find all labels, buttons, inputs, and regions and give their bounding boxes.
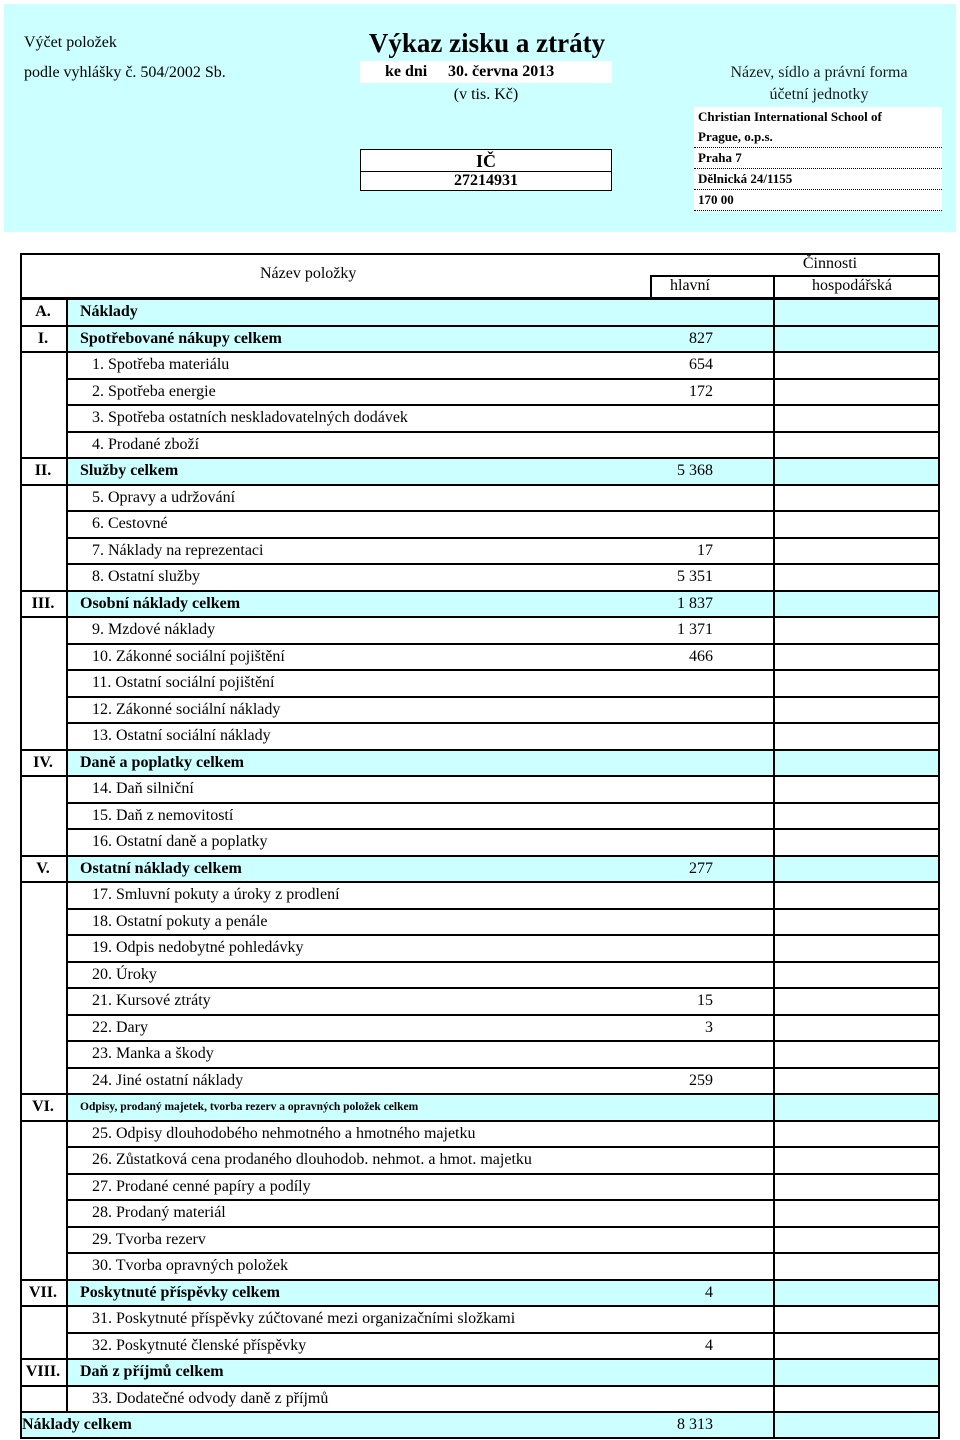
main-activity-header: hlavní <box>670 277 710 294</box>
row-economic-value <box>775 1253 935 1280</box>
org-name-line1: Christian International School of <box>698 109 882 124</box>
row-economic-value <box>775 909 935 936</box>
row-economic-value <box>775 670 935 697</box>
row-main-value: 4 <box>705 1283 713 1301</box>
border-line <box>66 802 940 804</box>
report-title: Výkaz zisku a ztráty <box>368 28 606 58</box>
border-line <box>66 696 940 698</box>
row-section-label <box>20 1200 66 1227</box>
border-line <box>66 961 940 963</box>
row-main-value <box>640 1359 713 1386</box>
row-section-label <box>20 670 66 697</box>
row-economic-value <box>775 1147 935 1174</box>
row-section-label <box>20 1041 66 1068</box>
row-economic-value <box>775 962 935 989</box>
row-section-label: I. <box>37 329 49 347</box>
report-header <box>4 4 956 232</box>
table-row <box>20 1253 940 1280</box>
total-label: Náklady celkem <box>22 1416 132 1434</box>
row-main-value <box>640 485 713 512</box>
row-item-name: 28. Prodaný materiál <box>92 1204 226 1222</box>
row-main-value: 5 351 <box>677 568 713 586</box>
report-date-box <box>360 61 612 83</box>
row-section-label <box>20 511 66 538</box>
table-row <box>20 1015 940 1042</box>
row-item-name: 5. Opravy a udržování <box>92 488 236 506</box>
border-line <box>20 1411 940 1413</box>
table-row <box>20 432 940 459</box>
row-item-name: 31. Poskytnuté příspěvky zúčtované mezi organizačními složkami <box>92 1310 516 1328</box>
row-section-label: III. <box>31 594 55 612</box>
table-row <box>20 299 940 326</box>
row-item-name: 10. Zákonné sociální pojištění <box>92 647 285 665</box>
row-main-value <box>640 909 713 936</box>
row-item-name: Daň z příjmů celkem <box>80 1363 224 1381</box>
row-economic-value <box>775 1121 935 1148</box>
row-section-label <box>20 1068 66 1095</box>
row-item-name: 6. Cestovné <box>92 515 168 533</box>
row-section-label: VI. <box>32 1098 54 1116</box>
table-row <box>20 988 940 1015</box>
table-row <box>20 723 940 750</box>
total-economic-value <box>775 1412 935 1439</box>
table-row <box>20 617 940 644</box>
org-postcode: 170 00 <box>694 190 942 211</box>
border-line <box>20 253 940 255</box>
row-item-name: 2. Spotřeba energie <box>92 382 216 400</box>
row-section-label <box>20 352 66 379</box>
date-label: ke dni <box>385 63 428 80</box>
row-item-name: 23. Manka a škody <box>92 1045 214 1063</box>
row-main-value <box>640 1147 713 1174</box>
table-row <box>20 1386 940 1413</box>
row-economic-value <box>775 1227 935 1254</box>
row-main-value <box>640 511 713 538</box>
row-economic-value <box>775 1041 935 1068</box>
row-item-name: 25. Odpisy dlouhodobého nehmotného a hmotného majetku <box>92 1124 476 1142</box>
table-row <box>20 1147 940 1174</box>
row-section-label <box>20 1386 66 1413</box>
row-section-label <box>20 829 66 856</box>
row-main-value <box>640 432 713 459</box>
row-main-value <box>640 1174 713 1201</box>
border-line <box>66 510 940 512</box>
border-line <box>20 351 940 353</box>
border-line <box>20 1093 940 1095</box>
row-item-name: 12. Zákonné sociální náklady <box>92 700 281 718</box>
row-item-name: 18. Ostatní pokuty a penále <box>92 912 268 930</box>
border-line <box>66 1199 940 1201</box>
row-section-label <box>20 1147 66 1174</box>
row-main-value: 1 371 <box>677 621 713 639</box>
table-row <box>20 1306 940 1333</box>
row-item-name: 21. Kursové ztráty <box>92 992 211 1010</box>
row-section-label <box>20 935 66 962</box>
border-line <box>66 722 940 724</box>
row-main-value <box>640 1094 713 1121</box>
table-row <box>20 803 940 830</box>
border-line <box>20 1437 940 1439</box>
row-section-label <box>20 988 66 1015</box>
row-main-value <box>640 723 713 750</box>
row-economic-value <box>775 1015 935 1042</box>
economic-activity-header: hospodářská <box>812 277 892 294</box>
org-city: Praha 7 <box>694 148 942 169</box>
row-section-label <box>20 538 66 565</box>
border-line <box>66 378 940 380</box>
border-line <box>20 253 22 1439</box>
row-economic-value <box>775 750 935 777</box>
table-row <box>20 962 940 989</box>
row-economic-value <box>775 432 935 459</box>
table-row <box>20 591 940 618</box>
row-economic-value <box>775 829 935 856</box>
row-item-name: 3. Spotřeba ostatních neskladovatelných dodávek <box>92 409 408 427</box>
table-row <box>20 1121 940 1148</box>
row-section-label: VII. <box>28 1283 57 1301</box>
row-economic-value <box>775 697 935 724</box>
row-main-value: 654 <box>689 356 713 374</box>
row-main-value <box>640 1200 713 1227</box>
row-economic-value <box>775 882 935 909</box>
row-economic-value <box>775 538 935 565</box>
border-line <box>20 590 940 592</box>
entity-label-line1: Název, sídlo a právní forma <box>730 64 908 81</box>
row-economic-value <box>775 1359 935 1386</box>
row-item-name: 13. Ostatní sociální náklady <box>92 727 271 745</box>
row-section-label <box>20 1015 66 1042</box>
row-section-label: V. <box>36 859 50 877</box>
border-line <box>66 404 940 406</box>
item-name-header: Název položky <box>260 265 357 282</box>
row-economic-value <box>775 379 935 406</box>
row-item-name: 32. Poskytnuté členské příspěvky <box>92 1336 307 1354</box>
ic-value: 27214931 <box>454 172 518 189</box>
table-row <box>20 485 940 512</box>
row-main-value: 466 <box>689 647 713 665</box>
row-item-name: Ostatní náklady celkem <box>80 859 242 877</box>
table-row <box>20 458 940 485</box>
table-row <box>20 829 940 856</box>
border-line <box>20 1120 940 1122</box>
border-line <box>20 1305 940 1307</box>
row-section-label: II. <box>34 462 52 480</box>
row-main-value <box>640 405 713 432</box>
border-line <box>66 1146 940 1148</box>
row-economic-value <box>775 644 935 671</box>
row-main-value: 4 <box>705 1336 713 1354</box>
row-economic-value <box>775 299 935 326</box>
table-row <box>20 1227 940 1254</box>
row-section-label <box>20 909 66 936</box>
table-row <box>20 644 940 671</box>
border-line <box>66 1332 940 1334</box>
table-row <box>20 909 940 936</box>
row-section-label <box>20 882 66 909</box>
table-row <box>20 697 940 724</box>
table-row <box>20 511 940 538</box>
border-line <box>20 1279 940 1281</box>
row-item-name: 16. Ostatní daně a poplatky <box>92 833 268 851</box>
border-line <box>20 298 940 300</box>
row-economic-value <box>775 511 935 538</box>
row-item-name: 15. Daň z nemovitostí <box>92 806 234 824</box>
row-main-value <box>640 697 713 724</box>
entity-label-line2: účetní jednotky <box>769 86 869 103</box>
row-main-value: 277 <box>689 859 713 877</box>
row-economic-value <box>775 1306 935 1333</box>
row-item-name: Poskytnuté příspěvky celkem <box>80 1283 280 1301</box>
row-section-label <box>20 644 66 671</box>
row-economic-value <box>775 1068 935 1095</box>
row-item-name: 8. Ostatní služby <box>92 568 200 586</box>
table-row <box>20 1094 940 1121</box>
border-line <box>66 563 940 565</box>
row-main-value <box>640 1253 713 1280</box>
row-item-name: 24. Jiné ostatní náklady <box>92 1071 244 1089</box>
row-economic-value <box>775 1386 935 1413</box>
row-section-label <box>20 723 66 750</box>
row-economic-value <box>775 458 935 485</box>
border-line <box>20 1385 940 1387</box>
row-main-value: 827 <box>689 329 713 347</box>
table-row <box>20 564 940 591</box>
border-line <box>66 431 940 433</box>
row-item-name: 33. Dodatečné odvody daně z příjmů <box>92 1389 329 1407</box>
row-main-value <box>640 935 713 962</box>
table-row <box>20 670 940 697</box>
border-line <box>650 275 652 299</box>
border-line <box>66 643 940 645</box>
row-main-value <box>640 750 713 777</box>
row-section-label <box>20 432 66 459</box>
border-line <box>66 828 940 830</box>
border-line <box>650 275 940 277</box>
row-item-name: Odpisy, prodaný majetek, tvorba rezerv a opravných položek celkem <box>80 1101 419 1114</box>
table-row <box>20 1068 940 1095</box>
row-item-name: 4. Prodané zboží <box>92 435 200 453</box>
row-item-name: Daně a poplatky celkem <box>80 753 244 771</box>
row-item-name: 9. Mzdové náklady <box>92 621 216 639</box>
border-line <box>66 669 940 671</box>
row-main-value <box>640 1227 713 1254</box>
table-row <box>20 1280 940 1307</box>
border-line <box>66 934 940 936</box>
regulation-reference: podle vyhlášky č. 504/2002 Sb. <box>24 64 226 81</box>
row-section-label <box>20 564 66 591</box>
row-economic-value <box>775 1200 935 1227</box>
row-section-label <box>20 803 66 830</box>
row-economic-value <box>775 935 935 962</box>
row-item-name: 20. Úroky <box>92 965 157 983</box>
table-row <box>20 1333 940 1360</box>
row-main-value <box>640 1041 713 1068</box>
row-economic-value <box>775 1280 935 1307</box>
row-section-label <box>20 405 66 432</box>
table-row <box>20 326 940 353</box>
row-main-value <box>640 1386 713 1413</box>
row-item-name: 29. Tvorba rezerv <box>92 1230 206 1248</box>
table-row <box>20 405 940 432</box>
border-line <box>66 1067 940 1069</box>
border-line <box>20 484 940 486</box>
row-main-value <box>640 803 713 830</box>
table-row <box>20 856 940 883</box>
row-item-name: Služby celkem <box>80 462 179 480</box>
row-economic-value <box>775 326 935 353</box>
border-line <box>20 855 940 857</box>
unit-label: (v tis. Kč) <box>453 86 519 103</box>
border-line <box>20 325 940 327</box>
border-line <box>20 881 940 883</box>
row-item-name: Náklady <box>80 303 138 321</box>
row-item-name: 1. Spotřeba materiálu <box>92 356 230 374</box>
row-section-label <box>20 697 66 724</box>
row-main-value <box>640 882 713 909</box>
row-item-name: 14. Daň silniční <box>92 780 194 798</box>
profit-loss-table <box>20 253 940 1440</box>
table-row <box>20 776 940 803</box>
table-row <box>20 538 940 565</box>
row-item-name: Spotřebované nákupy celkem <box>80 329 282 347</box>
row-main-value: 1 837 <box>677 594 713 612</box>
row-section-label: IV. <box>33 753 53 771</box>
row-item-name: 27. Prodané cenné papíry a podíly <box>92 1177 311 1195</box>
row-item-name: Osobní náklady celkem <box>80 594 241 612</box>
row-main-value: 15 <box>697 992 713 1010</box>
row-economic-value <box>775 1094 935 1121</box>
row-main-value <box>640 829 713 856</box>
border-line <box>66 1252 940 1254</box>
row-economic-value <box>775 723 935 750</box>
border-line <box>20 749 940 751</box>
table-row <box>20 1200 940 1227</box>
row-item-name: 22. Dary <box>92 1018 148 1036</box>
row-main-value: 172 <box>689 382 713 400</box>
border-line <box>773 299 775 1439</box>
table-row <box>20 352 940 379</box>
row-section-label: A. <box>35 303 51 321</box>
row-economic-value <box>775 485 935 512</box>
row-section-label <box>20 379 66 406</box>
row-economic-value <box>775 564 935 591</box>
row-main-value: 259 <box>689 1071 713 1089</box>
row-section-label <box>20 1174 66 1201</box>
border-line <box>66 1040 940 1042</box>
row-economic-value <box>775 591 935 618</box>
row-section-label: VIII. <box>25 1363 61 1381</box>
border-line <box>20 1358 940 1360</box>
row-item-name: 26. Zůstatková cena prodaného dlouhodob. nehmot. a hmot. majetku <box>92 1151 532 1169</box>
border-line <box>66 1014 940 1016</box>
border-line <box>66 908 940 910</box>
row-section-label <box>20 1227 66 1254</box>
table-row <box>20 882 940 909</box>
row-main-value <box>640 1121 713 1148</box>
row-item-name: 30. Tvorba opravných položek <box>92 1257 289 1275</box>
table-row <box>20 750 940 777</box>
row-economic-value <box>775 405 935 432</box>
border-line <box>773 275 775 299</box>
item-list-label: Výčet položek <box>24 34 117 51</box>
border-line <box>66 1173 940 1175</box>
ic-label: IČ <box>361 151 611 172</box>
org-street: Dělnická 24/1155 <box>694 169 942 190</box>
row-section-label <box>20 776 66 803</box>
border-line <box>20 457 940 459</box>
row-economic-value <box>775 988 935 1015</box>
row-item-name: 19. Odpis nedobytné pohledávky <box>92 939 304 957</box>
row-section-label <box>20 1306 66 1333</box>
border-line <box>66 1226 940 1228</box>
border-line <box>66 537 940 539</box>
border-line <box>20 775 940 777</box>
border-line <box>66 987 940 989</box>
date-value: 30. června 2013 <box>448 63 555 80</box>
table-row <box>20 1174 940 1201</box>
table-row <box>20 379 940 406</box>
org-name-line2: Prague, o.p.s. <box>694 127 942 148</box>
total-row <box>20 1412 940 1439</box>
border-line <box>20 616 940 618</box>
table-row <box>20 935 940 962</box>
row-economic-value <box>775 352 935 379</box>
row-main-value: 3 <box>705 1018 713 1036</box>
table-row <box>20 1359 940 1386</box>
organization-box <box>694 107 942 211</box>
row-main-value <box>640 962 713 989</box>
row-economic-value <box>775 856 935 883</box>
row-section-label <box>20 617 66 644</box>
row-main-value: 5 368 <box>677 462 713 480</box>
row-main-value <box>640 670 713 697</box>
row-item-name: 7. Náklady na reprezentaci <box>92 541 264 559</box>
row-section-label <box>20 485 66 512</box>
row-economic-value <box>775 1174 935 1201</box>
table-row <box>20 1041 940 1068</box>
total-main-value: 8 313 <box>677 1416 713 1434</box>
row-main-value <box>640 299 713 326</box>
row-section-label <box>20 1333 66 1360</box>
row-main-value <box>640 776 713 803</box>
row-section-label <box>20 1121 66 1148</box>
ic-box <box>360 149 612 191</box>
row-main-value: 17 <box>697 541 713 559</box>
row-section-label <box>20 1253 66 1280</box>
row-item-name: 17. Smluvní pokuty a úroky z prodlení <box>92 886 340 904</box>
activities-header: Činnosti <box>802 255 858 272</box>
row-item-name: 11. Ostatní sociální pojištění <box>92 674 275 692</box>
row-economic-value <box>775 1333 935 1360</box>
row-section-label <box>20 962 66 989</box>
row-economic-value <box>775 776 935 803</box>
row-main-value <box>640 1306 713 1333</box>
row-economic-value <box>775 617 935 644</box>
row-economic-value <box>775 803 935 830</box>
